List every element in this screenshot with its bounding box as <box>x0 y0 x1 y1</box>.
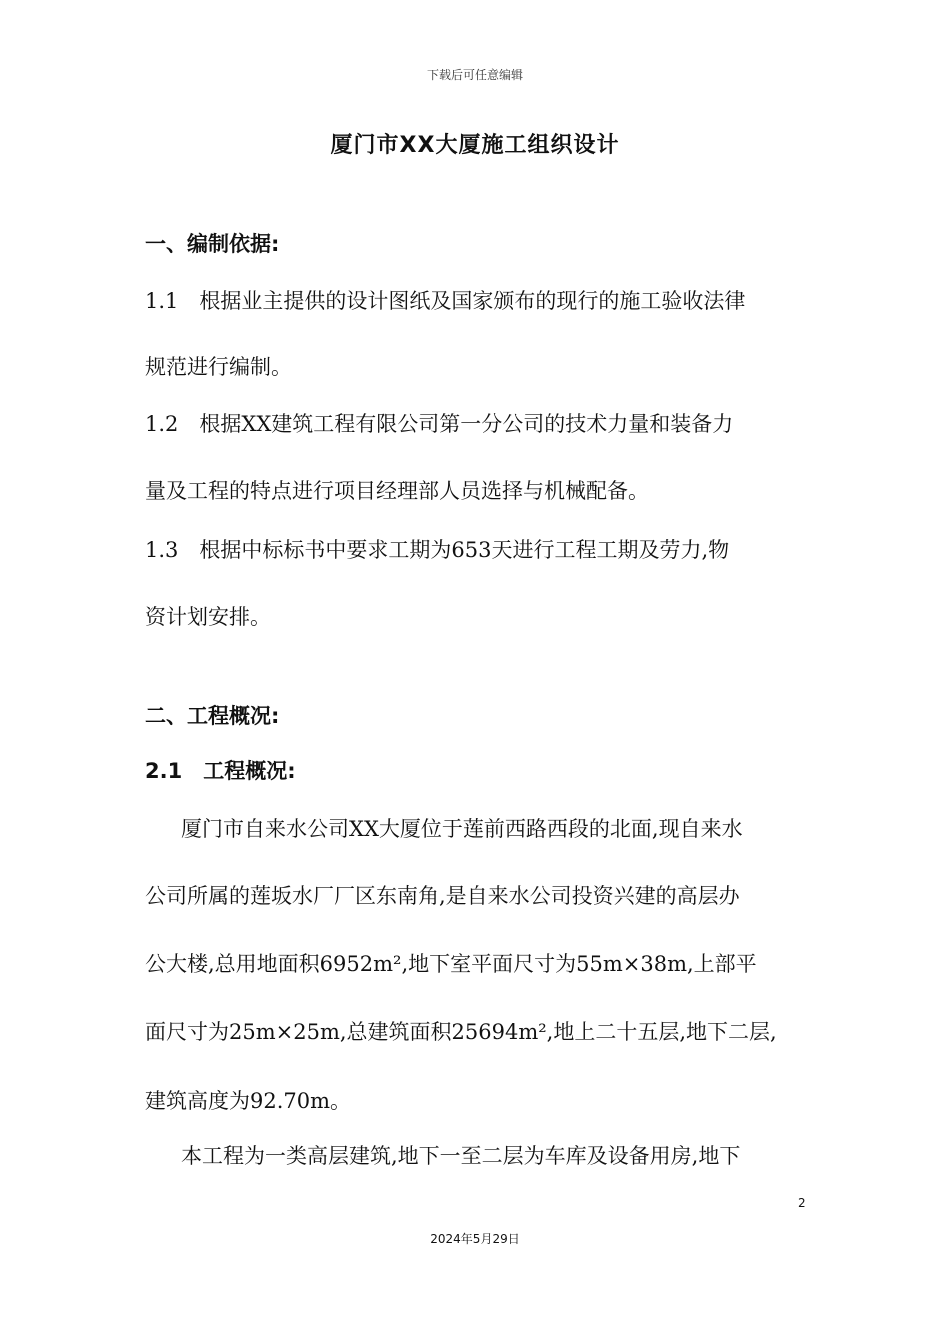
section-heading-overview: 二、工程概况: <box>145 704 280 728</box>
document-title: 厦门市XX大厦施工组织设计 <box>330 133 620 158</box>
text-line: 1.3 根据中标标书中要求工期为653天进行工程工期及劳力,物 <box>145 538 730 562</box>
text-line: 厦门市自来水公司XX大厦位于莲前西路西段的北面,现自来水 <box>181 817 743 841</box>
page-header: 下载后可任意编辑 <box>426 68 523 82</box>
text-line: 面尺寸为25m×25m,总建筑面积25694m²,地上二十五层,地下二层, <box>145 1020 777 1044</box>
section-heading-basis: 一、编制依据: <box>145 232 280 256</box>
page-number: 2 <box>798 1196 806 1210</box>
text-line: 本工程为一类高层建筑,地下一至二层为车库及设备用房,地下 <box>181 1144 741 1168</box>
subsection-heading: 2.1 工程概况: <box>145 759 296 783</box>
text-line: 规范进行编制。 <box>145 355 292 379</box>
text-line: 建筑高度为92.70m。 <box>145 1089 352 1113</box>
text-line: 资计划安排。 <box>145 605 271 629</box>
footer-date: 2024年5月29日 <box>430 1232 520 1246</box>
text-line: 量及工程的特点进行项目经理部人员选择与机械配备。 <box>145 479 649 503</box>
text-line: 公司所属的莲坂水厂厂区东南角,是自来水公司投资兴建的高层办 <box>145 884 740 908</box>
text-line: 1.1 根据业主提供的设计图纸及国家颁布的现行的施工验收法律 <box>145 289 746 313</box>
text-line: 1.2 根据XX建筑工程有限公司第一分公司的技术力量和装备力 <box>145 412 734 436</box>
text-line: 公大楼,总用地面积6952m²,地下室平面尺寸为55m×38m,上部平 <box>145 952 757 976</box>
